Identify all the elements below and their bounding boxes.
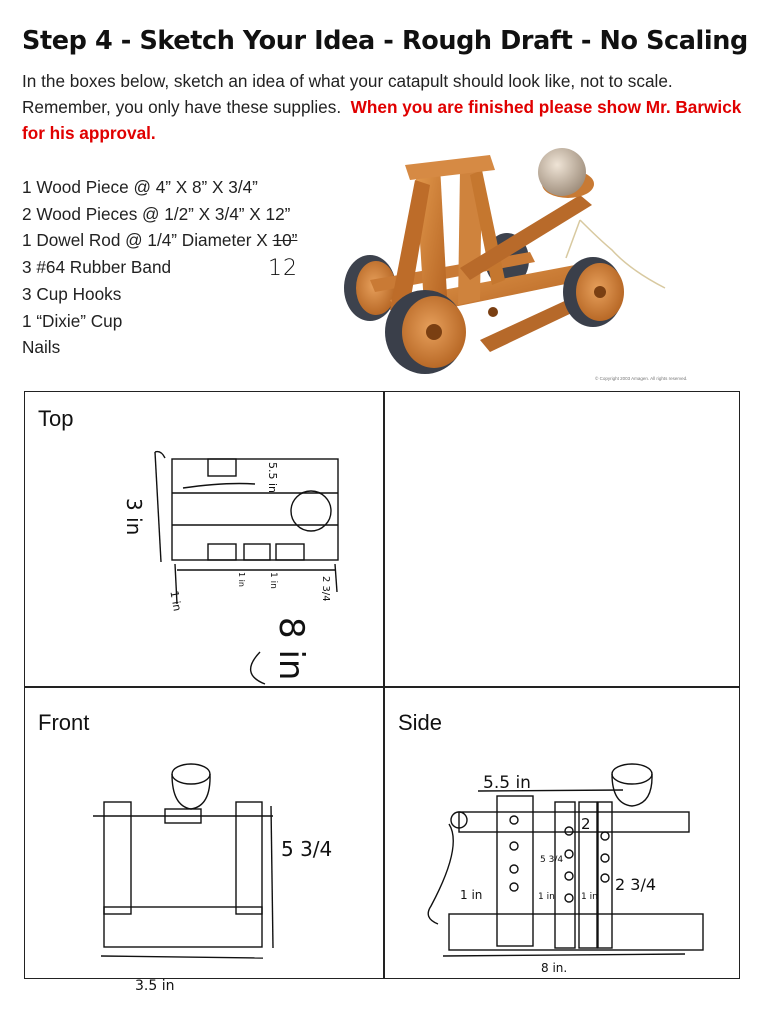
front-dim-5-3-4: 5 3/4 [281,837,333,861]
supplies-list [22,174,297,361]
supply-item-text: 1 Dowel Rod @ 1/4” Diameter X [22,230,273,251]
side-view-label: Side [398,710,443,735]
supply-item: 2 Wood Pieces @ 1/2” X 3/4” X 12” [22,203,291,224]
side-dim-1in-b: 1 in [538,892,555,902]
front-dim-3-5in: 3.5 in [135,978,175,994]
side-dim-2: 2 [581,815,591,833]
supply-item: 3 Cup Hooks [22,283,122,304]
supply-item: 1 Wood Piece @ 4” X 8” X 3/4” [22,177,258,197]
side-dim-8in: 8 in. [541,961,568,975]
handwritten-correction: 12 [268,256,298,281]
catapult-illustration [330,140,700,375]
top-dim-3in: 3 in [122,498,146,536]
side-dim-5-5in: 5.5 in [483,773,531,793]
approval-note: When you are finished please show Mr. Barwick for his approval. [22,97,742,143]
top-dim-1in-c: 1 in [268,572,278,589]
side-view-sketch [383,686,741,980]
side-dim-1in-c: 1 in [581,892,598,902]
top-dim-1in-b: 1 in [237,572,246,587]
top-view-sketch [25,392,383,686]
supply-item: Nails [22,337,61,358]
image-copyright: © Copyright 2003 Amagen. All rights reserved. [595,376,688,381]
front-view-sketch [25,686,383,994]
supply-item: 1 “Dixie” Cup [22,310,123,331]
supply-item: 3 #64 Rubber Band [22,257,172,278]
supply-item [22,227,297,254]
top-dim-2-3-4: 2 3/4 [320,576,331,602]
sketch-grid [24,391,740,994]
top-dim-5-5in: 5.5 in [266,462,279,494]
page-title: Step 4 - Sketch Your Idea - Rough Draft - No Scaling [22,26,748,56]
top-dim-1in-a: 1 in [167,589,184,613]
side-dim-1in-a: 1 in [460,888,483,902]
side-dim-5-3-4: 5 3/4 [540,855,564,865]
instructions-text: In the boxes below, sketch an idea of what your catapult should look like, not to scale. Remember, you only have these supplies. [22,71,673,117]
side-dim-2-3-4: 2 3/4 [615,875,657,894]
front-view-label: Front [38,710,90,735]
top-dim-8in: 8 in [271,617,311,681]
struck-length: 10” [272,230,298,251]
instructions [22,68,752,146]
top-view-label: Top [38,406,74,431]
